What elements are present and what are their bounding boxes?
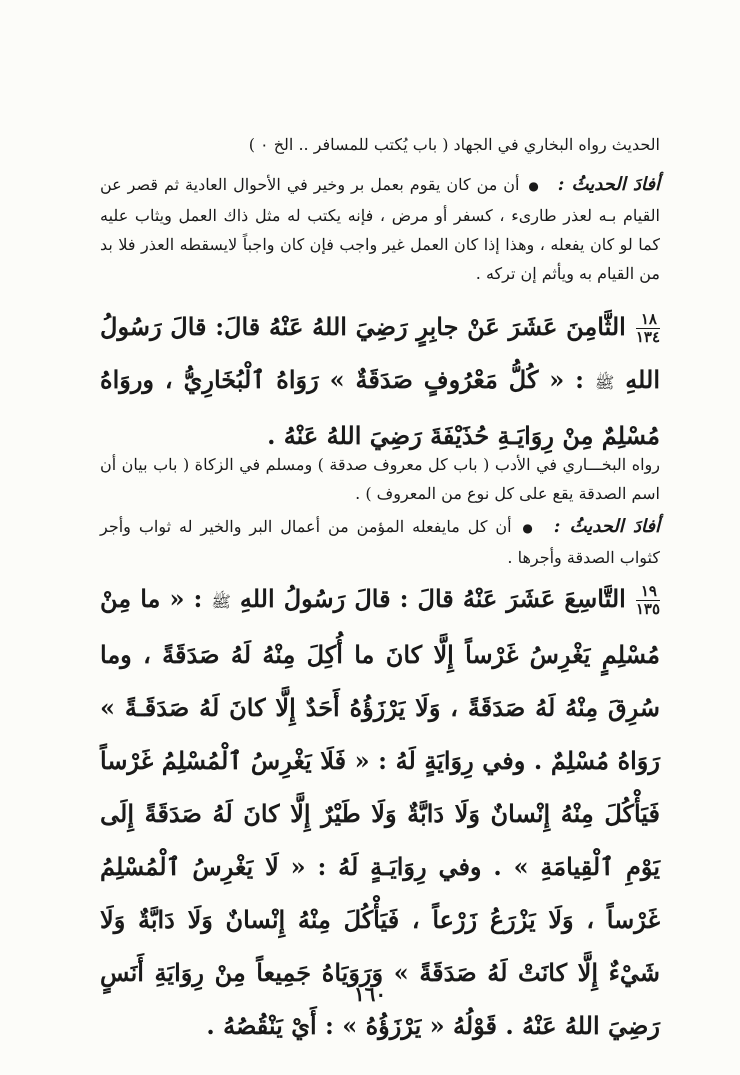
source-note-top [100, 130, 660, 159]
hadith-19-number [636, 583, 660, 618]
hadith-19-number-top: ١٩ [636, 583, 660, 601]
salla-icon: ﷺ [594, 373, 615, 392]
hadith-19 [100, 572, 660, 1052]
hadith-18-text: : « كُلُّ مَعْرُوفٍ صَدَقَةٌ » رَوَاهُ ٱلْبُخَارِيُّ ، وروَاهُ مُسْلِمٌ مِنْ رِوَايَـةِ حُذَيْفَةَ رَضِيَ اللهُ عَنْهُ . [100, 365, 660, 450]
hadith-19-text: : « ما مِنْ مُسْلِمٍ يَغْرِسُ غَرْساً إِلَّا كانَ ما أُكِلَ مِنْهُ لَهُ صَدَقَةً ، وما سُرِقَ مِنْهُ لَهُ صَدَقَةً ، وَلَا يَرْزَؤُهُ أَحَدٌ إِلَّا كانَ لَهُ صَدَقَـةً » رَوَاهُ مُسْلِمٌ . وفي رِوَايَةٍ لَهُ : « فَلَا يَغْرِسُ ٱلْمُسْلِمُ غَرْساً فَيَأْكُلَ مِنْهُ إِنْسانٌ وَلَا دَابَّةٌ وَلَا طَيْرٌ إِلَّا كانَ لَهُ صَدَقَةً إِلَى يَوْمِ ٱلْقِيامَةِ » . وفي رِوَايَـةٍ لَهُ : « لَا يَغْرِسُ ٱلْمُسْلِمُ غَرْساً ، وَلَا يَزْرَعُ زَرْعاً ، فَيَأْكُلَ مِنْهُ إِنْسانٌ وَلَا دَابَّةٌ وَلَا شَيْءٌ إِلَّا كانَتْ لَهُ صَدَقَةً » وَرَوَيَاهُ جَمِيعاً مِنْ رِوَايَةِ أَنَسٍ رَضِيَ اللهُ عَنْهُ . قَوْلُهُ « يَرْزَؤُهُ » : أَيْ يَنْقُصُهُ . [100, 584, 660, 1040]
benefit-paragraph-1 [100, 170, 660, 288]
source-note-top-text: الحديث رواه البخاري في الجهاد ( باب يُكتب للمسافر .. الخ ٠ ) [248, 135, 660, 154]
hadith-18-number-bottom: ١٣٤ [635, 328, 660, 346]
benefit-label: أفادَ الحديثُ : [557, 174, 660, 195]
bullet-icon: ● [527, 179, 540, 193]
bullet-icon: ● [519, 521, 536, 535]
benefit-label: أفادَ الحديثُ : [553, 516, 660, 537]
hadith-18-number [636, 311, 660, 346]
benefit-text-2: أن كل مايفعله المؤمن من أعمال البر والخير له ثواب وأجر كثواب الصدقة وأجرها . [100, 517, 660, 567]
benefit-text-1: أن من كان يقوم بعمل بر وخير في الأحوال العادية ثم قصر عن القيام بـه لعذر طارىء ، كسفر أو مرض ، فإنه يكتب له مثل ذاك العمل ويثاب عليه كما لو كان يفعله ، وهذا إذا كان العمل غير واجب فإن كان واجباً لايسقطه العذر فلا بد من القيام به ويأثم إن تركه . [100, 175, 660, 283]
source-note-18-text: رواه البخـــاري في الأدب ( باب كل معروف صدقة ) ومسلم في الزكاة ( باب بيان أن اسم الصدقة يقع على كل نوع من المعروف ) . [100, 455, 660, 503]
hadith-19-number-bottom: ١٣٥ [635, 600, 660, 618]
hadith-18-intro: الثَّامِنَ عَشَرَ عَنْ جابِرٍ رَضِيَ اللهُ عَنْهُ قالَ: قالَ رَسُولُ اللهِ [100, 312, 660, 394]
salla-icon: ﷺ [211, 592, 231, 611]
hadith-18 [100, 300, 660, 462]
hadith-19-intro: التَّاسِعَ عَشَرَ عَنْهُ قالَ : قالَ رَسُولُ اللهِ [239, 584, 626, 613]
hadith-18-number-top: ١٨ [636, 311, 660, 329]
benefit-paragraph-2 [100, 512, 660, 572]
source-note-18 [100, 450, 660, 508]
page-number: ١٦٠ [353, 982, 387, 1006]
